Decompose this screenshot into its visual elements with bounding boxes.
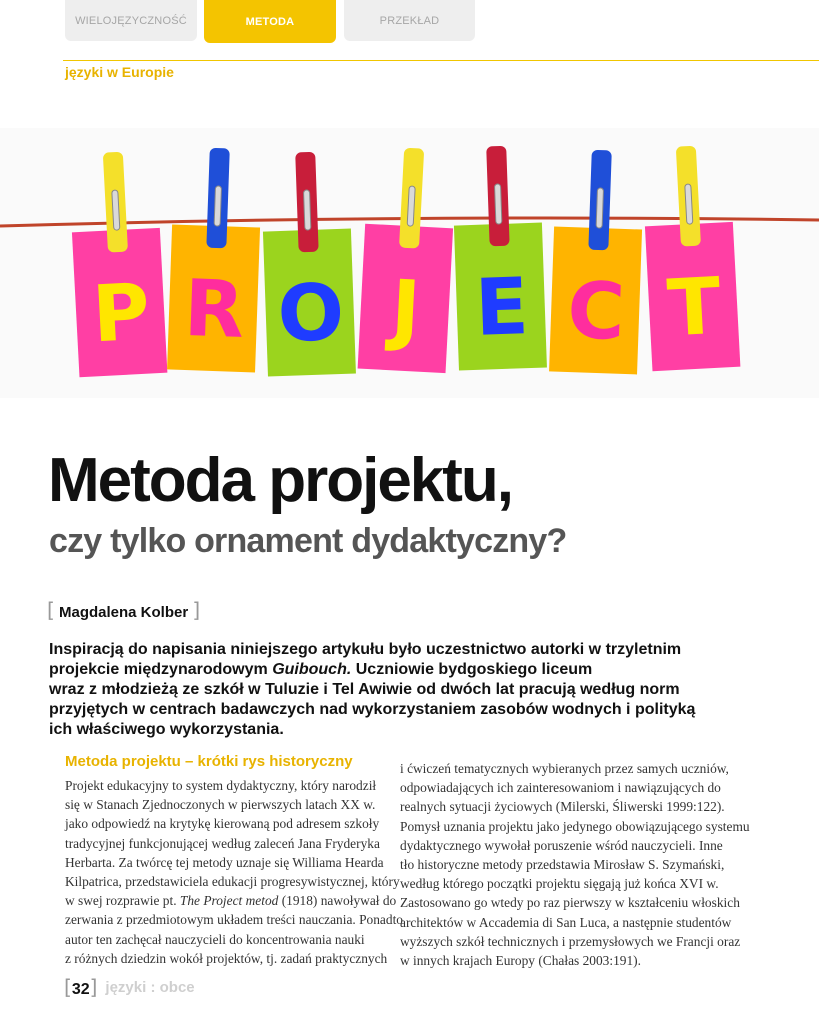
body-line: realnych sytuacji życiowych (Milerski, Śliwerski 1999:122). [400, 799, 725, 815]
body-line: tło historyczne metody przedstawia Mirosław S. Szymański, [400, 857, 725, 873]
lead-italic-project-name: Guibouch. [272, 661, 352, 678]
card-letter: E [473, 262, 531, 354]
page-number-value: 32 [71, 981, 90, 998]
body-line: Kilpatrica, przedstawiciela edukacji progresywistycznej, który [65, 874, 400, 890]
section-heading: Metoda projektu – krótki rys historyczny [65, 753, 353, 770]
lead-line [49, 660, 729, 680]
lead-text: Uczniowie bydgoskiego liceum [351, 661, 593, 678]
footer-close-bracket: ] [89, 975, 98, 999]
tab-przeklad[interactable]: PRZEKŁAD [344, 0, 475, 41]
card-letter: R [182, 263, 246, 357]
body-line: według którego początki projektu sięgają już końca XVI w. [400, 876, 719, 892]
page-footer [64, 975, 195, 999]
header-divider [63, 60, 819, 61]
article-subtitle: czy tylko ornament dydaktyczny? [49, 522, 567, 560]
body-line: z różnych dziedzin wokół projektów, tj. zadań praktycznych [65, 950, 388, 966]
author-open-bracket: [ [47, 598, 55, 622]
clothespin-spring [214, 186, 221, 226]
article-title: Metoda projektu, [48, 446, 513, 515]
clothespin-spring [304, 190, 311, 230]
tab-metoda[interactable]: METODA [204, 0, 336, 43]
body-line: odpowiadających ich zainteresowaniom i nawiązujących do [400, 780, 721, 796]
body-line [65, 891, 397, 910]
card-letter: P [90, 267, 153, 361]
body-line: tradycyjnej funkcjonującej według zaleceń Jana Fryderyka [65, 835, 380, 851]
book-title: The Project metod [179, 893, 279, 909]
body-line: Projekt edukacyjny to system dydaktyczny, który narodził [65, 778, 377, 793]
author-close-bracket: ] [192, 598, 201, 622]
body-line: Pomysł uznania projektu jako jedynego obowiązującego systemu [400, 818, 750, 834]
clothespin-spring [495, 184, 502, 224]
magazine-name: języki : obce [105, 978, 195, 996]
body-line: dydaktycznego wywołał poruszenie wśród nauczycieli. Inne [400, 837, 723, 853]
body-text: (1918) nawoływał do [278, 893, 397, 909]
tab-wielojezycznosc[interactable]: WIELOJĘZYCZNOŚĆ [65, 0, 197, 41]
lead-text: projekcie międzynarodowym [49, 661, 273, 678]
body-text: w swej rozprawie pt. [65, 893, 180, 909]
body-line: się w Stanach Zjednoczonych w pierwszych latach XX w. [65, 797, 376, 813]
page-number [64, 975, 97, 999]
clothespin-spring [596, 188, 603, 228]
card-letter: J [388, 264, 423, 356]
section-label: języki w Europie [65, 64, 174, 80]
body-line: jako odpowiedź na krytykę kierowaną pod adresem szkoły [65, 816, 380, 832]
body-line: autor ten zachęcał nauczycieli do koncentrowania nauki [65, 931, 365, 947]
body-line: i ćwiczeń tematycznych wybieranych przez samych uczniów, [400, 761, 729, 776]
lead-line: przyjętych w centrach badawczych nad wykorzystaniem zasobów wodnych i polityką [49, 701, 696, 718]
author-name: Magdalena Kolber [58, 604, 189, 621]
body-line: w innych krajach Europy (Chałas 2003:191). [400, 953, 641, 969]
body-line: architektów w Accademia di San Luca, a następnie studentów [400, 914, 732, 930]
card-letter: O [276, 267, 346, 361]
lead-line: Inspiracją do napisania niniejszego artykułu było uczestnictwo autorki w trzyletnim [49, 641, 682, 658]
hero-image-project-clothespins [0, 128, 819, 398]
lead-line: wraz z młodzieżą ze szkół w Tuluzie i Tel Awiwie od dwóch lat pracują według norm [49, 681, 680, 698]
card-letter: C [565, 266, 627, 358]
body-line: zerwania z przedmiotowym układem treści nauczania. Ponadto [65, 912, 403, 928]
card-letter: T [665, 261, 724, 355]
body-line: wyższych szkół technicznych i przemysłowych we Francji oraz [400, 933, 741, 949]
hero-illustration [0, 128, 819, 398]
body-line: Herbarta. Za twórcę tej metody uznaje się Williama Hearda [65, 854, 384, 870]
lead-paragraph [49, 640, 729, 740]
lead-line: ich właściwego wykorzystania. [49, 721, 284, 738]
footer-open-bracket: [ [64, 975, 72, 999]
left-column [65, 752, 403, 968]
right-column [400, 759, 748, 970]
author-byline [47, 598, 200, 622]
body-line: Zastosowano go wtedy po raz pierwszy w kształceniu włoskich [400, 895, 740, 911]
